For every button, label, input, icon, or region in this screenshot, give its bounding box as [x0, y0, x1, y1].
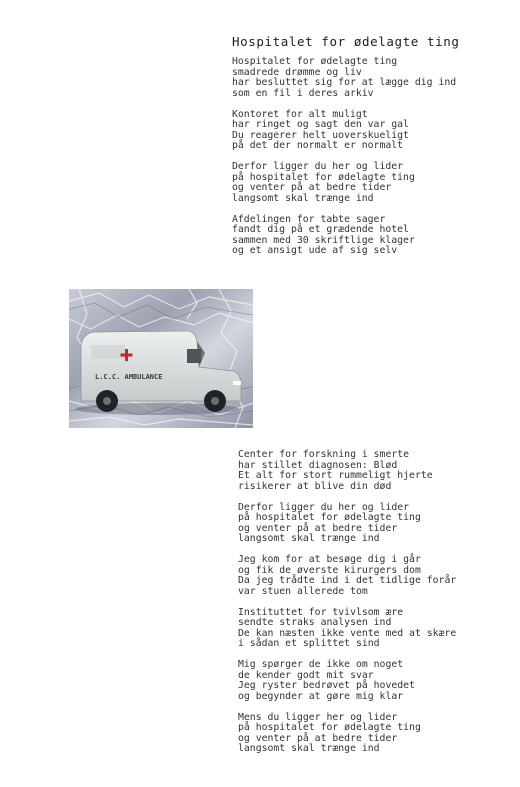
- poem-line: og venter på at bedre tider: [232, 182, 392, 193]
- poem-line: på det der normalt er normalt: [232, 140, 404, 151]
- poem-line: langsomt skal trænge ind: [232, 192, 374, 204]
- poem-line: har stillet diagnosen: Blød: [238, 459, 398, 471]
- poem-line: Mens du ligger her og lider: [238, 711, 398, 723]
- poem-line: Instituttet for tvivlsom ære: [238, 606, 404, 618]
- poem-line: og begynder at gøre mig klar: [238, 690, 404, 702]
- poem-line: De kan næsten ikke vente med at skære: [238, 627, 457, 639]
- poem-column-bottom: [238, 450, 456, 765]
- ambulance-label: L.C.C. AMBULANCE: [95, 373, 163, 381]
- poem-line: Afdelingen for tabte sager: [232, 213, 386, 225]
- poem-title: Hospitalet for ødelagte ting: [232, 34, 460, 49]
- poem-line: har besluttet sig for at lægge dig ind: [232, 77, 457, 88]
- stanza: [238, 660, 456, 702]
- poem-line: Jeg ryster bedrøvet på hovedet: [238, 680, 415, 691]
- poem-column-top: [232, 57, 456, 267]
- stanza: [238, 713, 456, 755]
- poem-line: sammen med 30 skriftlige klager: [232, 234, 415, 246]
- stanza: [232, 215, 456, 257]
- poem-line: og fik de øverste kirurgers dom: [238, 564, 421, 576]
- poem-line: Center for forskning i smerte: [238, 449, 410, 460]
- stanza: [238, 450, 456, 492]
- stanza: [238, 608, 456, 650]
- stanza: [232, 110, 456, 152]
- poem-line: på hospitalet for ødelagte ting: [238, 512, 421, 523]
- poem-line: fandt dig på et grædende hotel: [232, 224, 409, 235]
- poem-line: sendte straks analysen ind: [238, 617, 392, 628]
- poem-line: Du reagerer helt uoverskueligt: [232, 129, 409, 141]
- poem-line: Jeg kom for at besøge dig i går: [238, 554, 421, 565]
- poem-line: og venter på at bedre tider: [238, 522, 398, 534]
- poem-line: Hospitalet for ødelagte ting: [232, 56, 398, 67]
- poem-line: i sådan et splittet sind: [238, 638, 380, 649]
- poem-line: på hospitalet for ødelagte ting: [232, 171, 415, 183]
- stanza: [232, 162, 456, 204]
- poem-line: Da jeg trådte ind i det tidlige forår: [238, 575, 457, 586]
- poem-line: var stuen allerede tom: [238, 585, 368, 597]
- poem-line: Derfor ligger du her og lider: [238, 501, 410, 513]
- poem-line: de kender godt mit svar: [238, 669, 374, 681]
- poem-line: langsomt skal trænge ind: [238, 743, 380, 754]
- poem-line: Kontoret for alt muligt: [232, 108, 368, 120]
- stanza: [238, 503, 456, 545]
- poem-line: risikerer at blive din død: [238, 480, 392, 492]
- poem-line: smadrede drømme og liv: [232, 66, 362, 78]
- poem-line: som en fil i deres arkiv: [232, 87, 374, 99]
- poem-line: Mig spørger de ikke om noget: [238, 659, 404, 670]
- stanza: [238, 555, 456, 597]
- poem-line: langsomt skal trænge ind: [238, 533, 380, 544]
- ambulance-photo: [69, 289, 253, 428]
- poem-line: har ringet og sagt den var gal: [232, 119, 409, 130]
- poem-line: Derfor ligger du her og lider: [232, 161, 404, 172]
- poem-line: og venter på at bedre tider: [238, 732, 398, 744]
- poem-line: og et ansigt ude af sig selv: [232, 245, 398, 256]
- stanza: [232, 57, 456, 99]
- poem-line: på hospitalet for ødelagte ting: [238, 722, 421, 733]
- poem-line: Et alt for stort rummeligt hjerte: [238, 470, 433, 481]
